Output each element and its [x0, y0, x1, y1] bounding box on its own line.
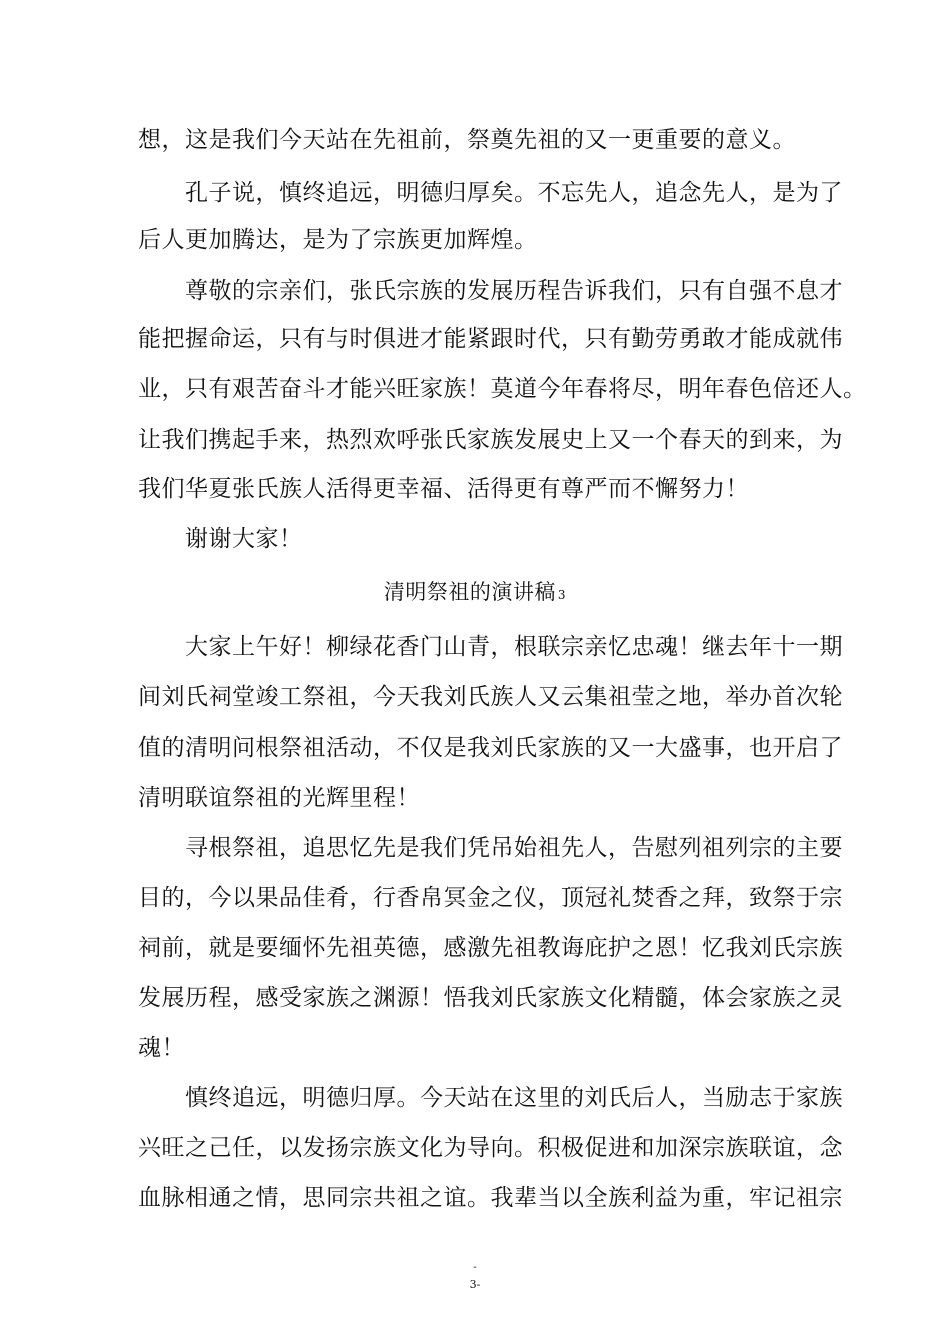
text-line: 能把握命运，只有与时俱进才能紧跟时代，只有勤劳勇敢才能成就伟: [138, 326, 843, 352]
text-line: 让我们携起手来，热烈欢呼张氏家族发展史上又一个春天的到来，为: [138, 427, 843, 453]
text-line: 想，这是我们今天站在先祖前，祭奠先祖的又一更重要的意义。: [138, 127, 796, 153]
text-line: 值的清明问根祭祖活动，不仅是我刘氏家族的又一大盛事，也开启了: [138, 735, 843, 761]
text-line: 血脉相通之情，思同宗共祖之谊。我辈当以全族利益为重，牢记祖宗: [138, 1185, 843, 1211]
text-line: 目的，今以果品佳肴，行香帛冥金之仪，顶冠礼焚香之拜，致祭于宗: [138, 885, 843, 911]
text-line: 兴旺之己任，以发扬宗族文化为导向。积极促进和加深宗族联谊，念: [138, 1135, 843, 1161]
text-line: 发展历程，感受家族之渊源！悟我刘氏家族文化精髓，体会家族之灵: [138, 985, 843, 1011]
page-number: 3-: [469, 1278, 481, 1291]
text-line: 后人更加腾达，是为了宗族更加辉煌。: [138, 227, 538, 253]
section-title: [0, 577, 950, 610]
text-line: 寻根祭祖，追思忆先是我们凭吊始祖先人，告慰列祖列宗的主要: [185, 835, 843, 861]
text-line: 孔子说，慎终追远，明德归厚矣。不忘先人，追念先人，是为了: [185, 180, 843, 206]
section-title-text: 清明祭祖的演讲稿: [383, 580, 556, 604]
text-line: 间刘氏祠堂竣工祭祖，今天我刘氏族人又云集祖莹之地，举办首次轮: [138, 684, 843, 710]
text-line: 业，只有艰苦奋斗才能兴旺家族！莫道今年春将尽，明年春色倍还人。: [138, 376, 867, 402]
text-line: 祠前，就是要缅怀先祖英德，感激先祖教诲庇护之恩！忆我刘氏宗族: [138, 935, 843, 961]
text-line: 慎终追远，明德归厚。今天站在这里的刘氏后人，当励志于家族: [185, 1085, 843, 1111]
text-line: 魂！: [138, 1035, 185, 1061]
text-line: 我们华夏张氏族人活得更幸福、活得更有尊严而不懈努力！: [138, 476, 749, 502]
text-line: 谢谢大家！: [185, 526, 303, 552]
text-line: 大家上午好！柳绿花香门山青，根联宗亲忆忠魂！继去年十一期: [185, 634, 843, 660]
text-line: 清明联谊祭祖的光辉里程！: [138, 785, 420, 811]
text-line: 尊敬的宗亲们，张氏宗族的发展历程告诉我们，只有自强不息才: [185, 278, 843, 304]
footer-dash: -: [473, 1262, 477, 1273]
section-number: 3: [557, 588, 567, 602]
